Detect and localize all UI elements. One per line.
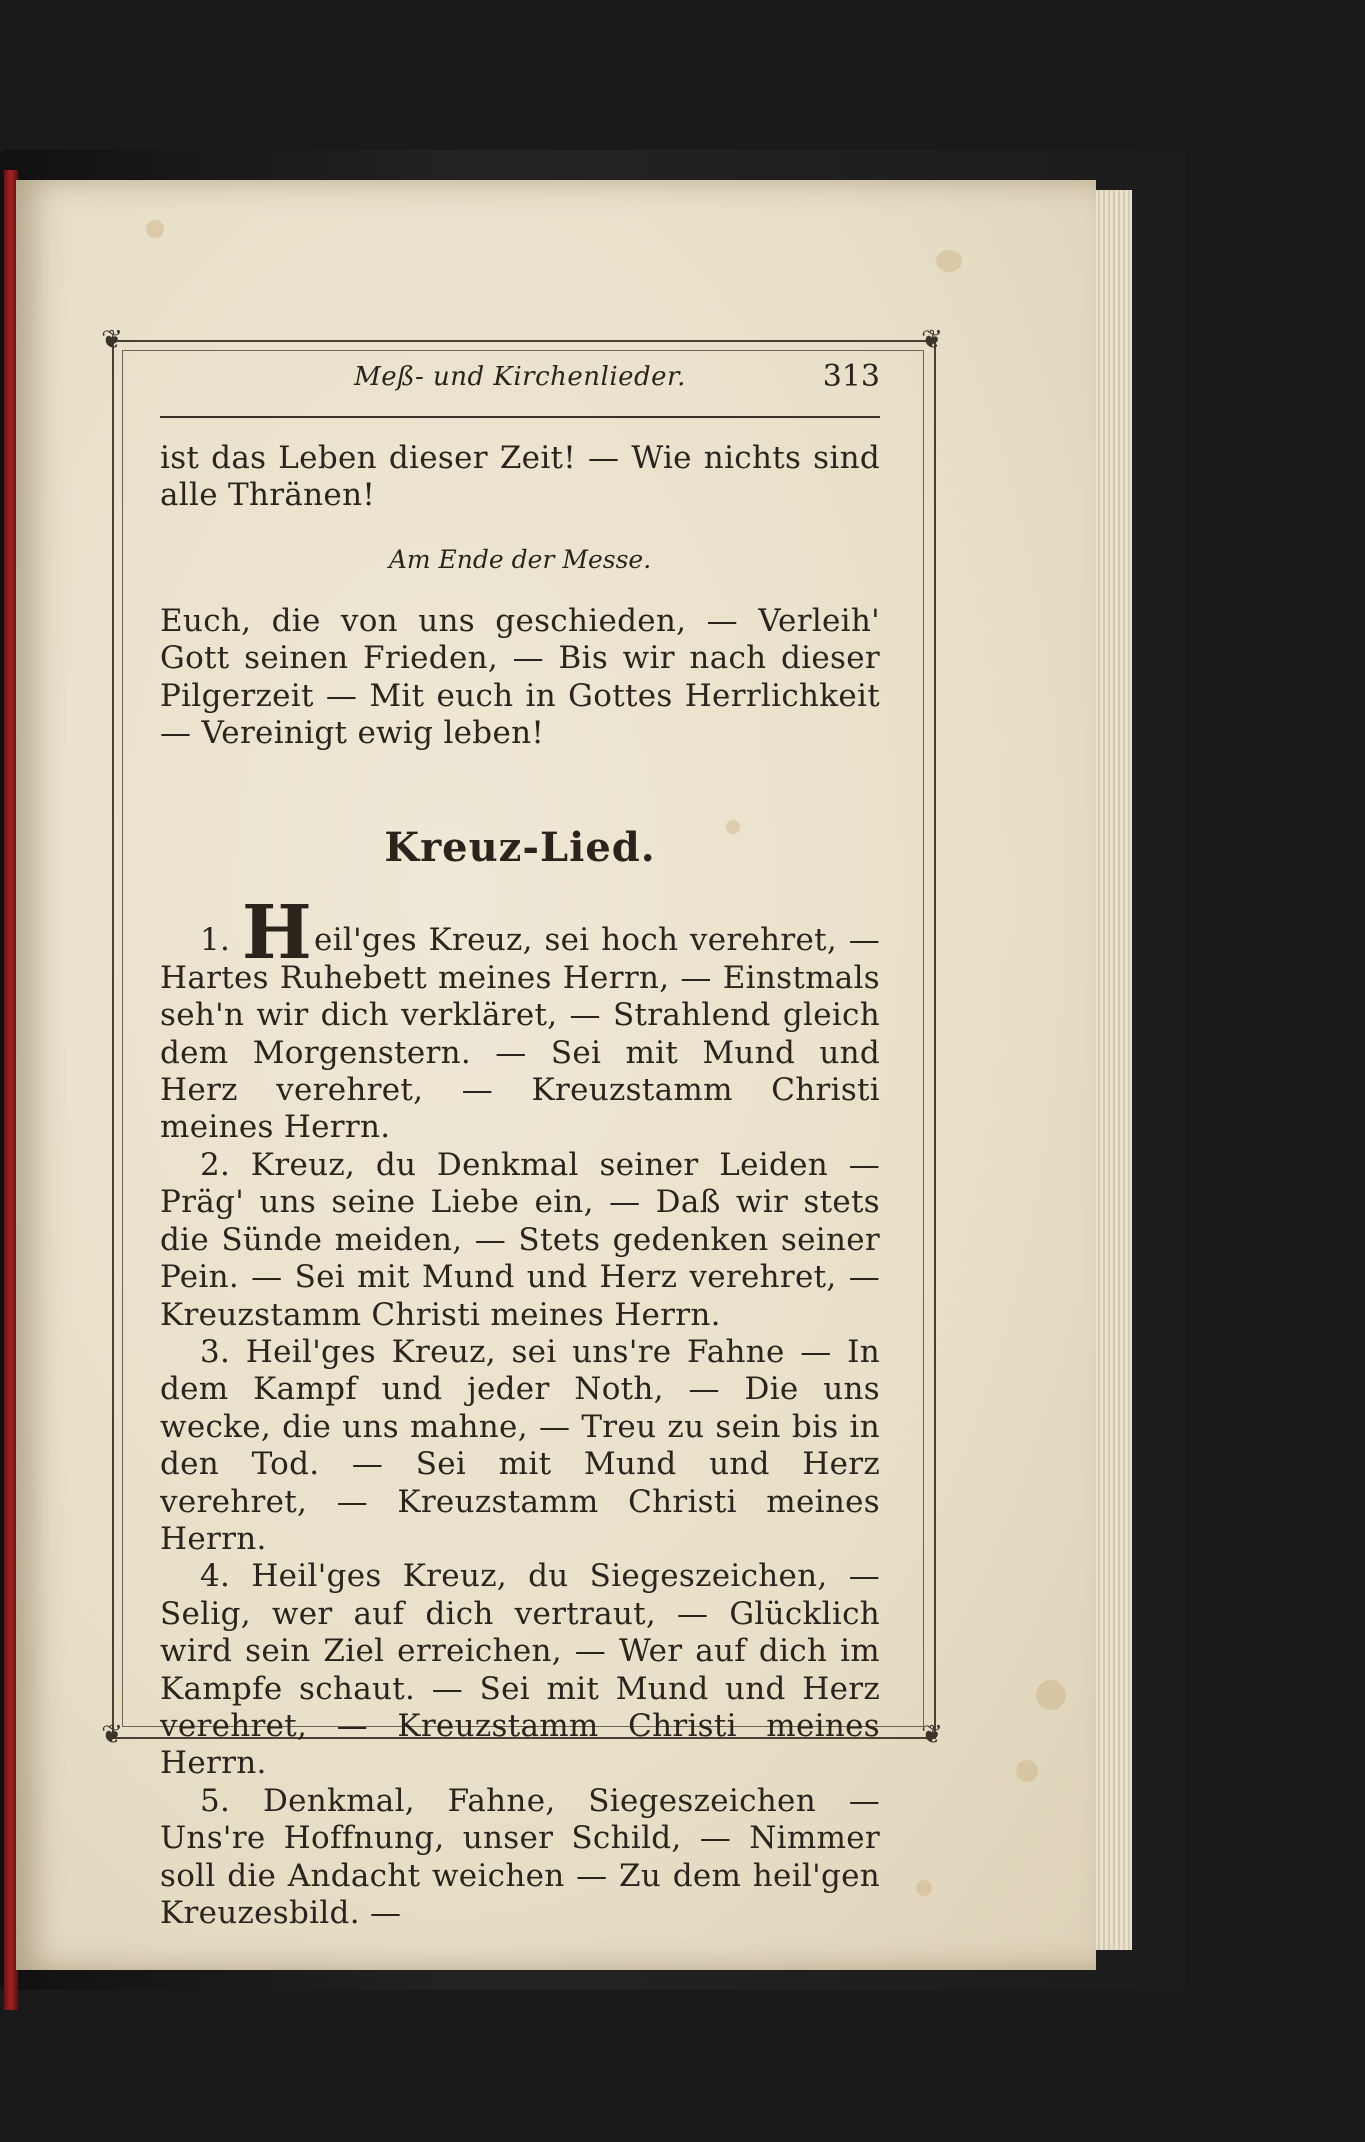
verse-2: [160, 1147, 880, 1334]
foxing-spot: [936, 250, 962, 272]
verse-text: eil'ges Kreuz, sei hoch verehret, — Hartes Ruhebett meines Herrn, — Einstmals seh'n wir dich verkläret, — Strahlend gleich dem Morgenstern. — Sei mit Mund und Herz verehret, — Kreuzstamm Christi meines Herrn.: [160, 922, 880, 1146]
opening-text: ist das Leben dieser Zeit! — Wie nichts sind alle Thränen!: [160, 440, 880, 514]
hymn-title: Kreuz-Lied.: [384, 824, 656, 872]
verse-3: [160, 1334, 880, 1558]
foxing-spot: [1036, 1680, 1066, 1710]
verse-number: 3.: [200, 1333, 231, 1370]
corner-ornament-icon: ❦: [101, 325, 123, 355]
verse-text: Heil'ges Kreuz, du Siegeszeichen, — Selig, wer auf dich vertraut, — Glücklich wird sein Ziel erreichen, — Wer auf dich im Kampfe schaut. — Sei mit Mund und Herz verehret, — Kreuzstamm Christi meines Herrn.: [160, 1558, 881, 1782]
verse-number: 4.: [200, 1558, 231, 1595]
page-number: 313: [822, 359, 880, 394]
drop-initial: H: [241, 890, 313, 977]
corner-ornament-icon: ❦: [921, 325, 943, 355]
verse-number: 2.: [200, 1146, 231, 1183]
verse-number: 1.: [200, 922, 231, 959]
verse-1: [160, 890, 880, 1146]
subheading: Am Ende der Messe.: [388, 544, 652, 574]
verse-text: Denkmal, Fahne, Siegeszeichen — Uns're Hoffnung, unser Schild, — Nimmer soll die Andacht weichen — Zu dem heil'gen Kreuzesbild. —: [160, 1782, 880, 1931]
foxing-spot: [916, 1880, 932, 1896]
verse-5: [160, 1783, 880, 1933]
verse-number: 5.: [200, 1782, 231, 1819]
foxing-spot: [146, 220, 164, 238]
verse-text: Kreuz, du Denkmal seiner Leiden — Präg' uns seine Liebe ein, — Daß wir stets die Sünde meiden, — Stets gedenken seiner Pein. — Sei mit Mund und Herz verehret, — Kreuzstamm Christi meines Herrn.: [160, 1146, 881, 1333]
header-rule: [160, 416, 880, 418]
corner-ornament-icon: ❦: [921, 1720, 943, 1750]
running-head-title: Meß- und Kirchenlieder.: [354, 362, 686, 392]
corner-ornament-icon: ❦: [101, 1720, 123, 1750]
text-block: [160, 352, 880, 1932]
running-head: [160, 352, 880, 402]
verse-4: [160, 1558, 880, 1782]
foxing-spot: [1016, 1760, 1038, 1782]
end-of-mass-text: Euch, die von uns geschieden, — Verleih' Gott seinen Frieden, — Bis wir nach dieser Pilgerzeit — Mit euch in Gottes Herrlichkeit — Vereinigt ewig leben!: [160, 602, 880, 752]
verse-text: Heil'ges Kreuz, sei uns're Fahne — In dem Kampf und jeder Noth, — Die uns wecke, die uns mahne, — Treu zu sein bis in den Tod. — Sei mit Mund und Herz verehret, — Kreuzstamm Christi meines Herrn.: [160, 1333, 880, 1557]
